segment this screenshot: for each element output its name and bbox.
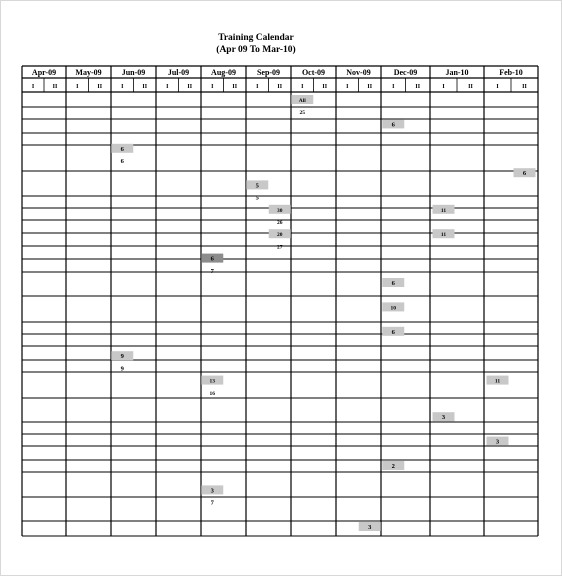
month-header: Jan-10 [445, 68, 469, 77]
half-label: II [277, 84, 283, 90]
entry-label: 7 [210, 499, 214, 507]
entry-label: 2 [391, 463, 395, 470]
entry-label: 5 [255, 182, 259, 190]
half-label: II [52, 84, 58, 90]
entry-label: 6 [120, 145, 124, 153]
month-header: Nov-09 [346, 68, 371, 77]
month-header: Jun-09 [121, 68, 146, 77]
half-label: II [522, 84, 527, 90]
half-label: I [392, 84, 395, 90]
entry-label: 13 [209, 378, 215, 385]
entry-label: 6 [210, 255, 214, 263]
half-label: I [346, 84, 349, 90]
month-header: Oct-09 [301, 68, 326, 77]
half-label: II [187, 84, 193, 90]
half-label: II [97, 84, 103, 90]
entry-label: 3 [210, 487, 214, 495]
half-label: II [468, 84, 473, 90]
half-label: I [256, 84, 259, 90]
half-label: I [121, 84, 124, 90]
entry-label: 6 [522, 170, 527, 178]
half-label: I [211, 84, 214, 90]
entry-label: 3 [441, 414, 446, 422]
entry-label: All [298, 98, 306, 104]
month-header: Dec-09 [393, 68, 418, 77]
calendar-subtitle: (Apr 09 To Mar-10) [216, 45, 296, 55]
entry-label: 20 [277, 232, 283, 239]
half-label: II [232, 84, 238, 90]
entry-label: 26 [277, 220, 283, 226]
month-header: Aug-09 [211, 68, 236, 77]
entry-label: 11 [494, 378, 501, 385]
month-header: Feb-10 [499, 68, 523, 77]
half-label: I [301, 84, 304, 90]
half-label: II [142, 84, 148, 90]
entry-label: 16 [209, 390, 215, 397]
entry-label: 27 [277, 244, 283, 251]
half-label: I [496, 84, 499, 90]
calendar-title: Training Calendar [218, 33, 294, 43]
month-header: Sep-09 [256, 68, 281, 77]
month-header: Jul-09 [167, 68, 190, 77]
entry-label: 9 [120, 365, 124, 373]
month-header: Apr-09 [31, 68, 57, 77]
half-label: II [415, 84, 421, 90]
half-label: I [442, 84, 445, 90]
entry-label: 6 [120, 158, 124, 165]
entry-label: 10 [390, 305, 396, 312]
entry-label: 11 [440, 207, 447, 214]
entry-label: 7 [210, 267, 214, 275]
entry-label: 30 [277, 207, 283, 214]
entry-label: 6 [391, 328, 395, 336]
entry-label: 6 [391, 121, 395, 129]
half-label: I [31, 84, 35, 90]
half-label: I [166, 84, 169, 90]
entry-label: 25 [299, 110, 305, 117]
entry-label: 11 [440, 232, 447, 239]
entry-label: 5 [255, 194, 259, 202]
half-label: II [367, 84, 373, 90]
entry-label: 3 [368, 524, 372, 531]
entry-label: 9 [120, 353, 124, 361]
entry-label: 6 [391, 280, 395, 287]
month-header: May-09 [75, 68, 102, 77]
half-label: II [322, 84, 328, 90]
half-label: I [76, 84, 79, 90]
entry-label: 3 [495, 438, 500, 446]
